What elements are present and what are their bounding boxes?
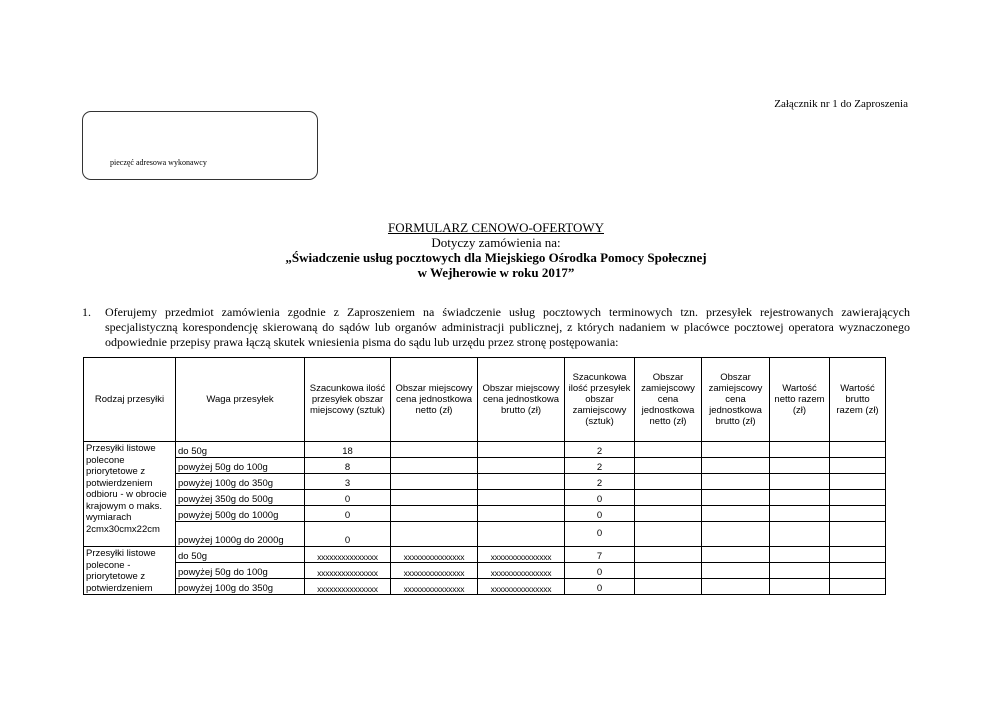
table-row — [84, 490, 886, 506]
price-cell[interactable] — [478, 490, 565, 506]
price-cell[interactable] — [478, 474, 565, 490]
price-cell[interactable] — [391, 522, 478, 547]
type-cell: Przesyłki listowe polecone - priorytetowe z potwierdzeniem — [84, 547, 176, 595]
table-header-row — [84, 358, 886, 442]
price-cell[interactable] — [478, 458, 565, 474]
header-cell: Szacunkowa ilość przesyłek obszar miejscowy (sztuk) — [305, 358, 391, 442]
header-cell: Rodzaj przesyłki — [84, 358, 176, 442]
form-subtitle: Dotyczy zamówienia na: — [431, 235, 561, 250]
price-cell[interactable] — [702, 522, 770, 547]
filler-cell: xxxxxxxxxxxxxxx — [478, 547, 565, 563]
table-row — [84, 579, 886, 595]
header-cell: Wartość brutto razem (zł) — [830, 358, 886, 442]
value-cell[interactable] — [770, 458, 830, 474]
price-cell[interactable] — [702, 442, 770, 458]
qty-remote-cell: 0 — [565, 563, 635, 579]
price-cell[interactable] — [478, 522, 565, 547]
price-cell[interactable] — [702, 547, 770, 563]
qty-local-cell: 3 — [305, 474, 391, 490]
weight-cell: powyżej 350g do 500g — [176, 490, 305, 506]
price-cell[interactable] — [635, 563, 702, 579]
qty-local-cell: 0 — [305, 506, 391, 522]
qty-remote-cell: 0 — [565, 522, 635, 547]
price-cell[interactable] — [635, 442, 702, 458]
value-cell[interactable] — [830, 579, 886, 595]
filler-cell: xxxxxxxxxxxxxxx — [305, 563, 391, 579]
table-row — [84, 563, 886, 579]
filler-cell: xxxxxxxxxxxxxxx — [305, 547, 391, 563]
qty-remote-cell: 2 — [565, 474, 635, 490]
price-cell[interactable] — [635, 522, 702, 547]
value-cell[interactable] — [770, 579, 830, 595]
stamp-label: pieczęć adresowa wykonawcy — [110, 158, 207, 167]
price-cell[interactable] — [702, 563, 770, 579]
filler-cell: xxxxxxxxxxxxxxx — [391, 579, 478, 595]
qty-remote-cell: 2 — [565, 458, 635, 474]
qty-local-cell: 18 — [305, 442, 391, 458]
table-row — [84, 522, 886, 547]
price-cell[interactable] — [391, 442, 478, 458]
paragraph-text: Oferujemy przedmiot zamówienia zgodnie z Zaproszeniem na świadczenie usług pocztowych terminowych tzn. przesyłek rejestrowanych zawierających specjalistyczną korespondencję skierowaną do sądów lub organów administracji publicznej, z których nadaniem w placówce pocztowej operatora wyznaczonego odpowiednie przepisy prawa łączą skutek wniesienia pisma do sądu lub urzędu przez stronę postępowania: — [105, 305, 910, 349]
value-cell[interactable] — [830, 547, 886, 563]
header-cell: Obszar miejscowy cena jednostkowa brutto (zł) — [478, 358, 565, 442]
weight-cell: powyżej 500g do 1000g — [176, 506, 305, 522]
weight-cell: powyżej 100g do 350g — [176, 579, 305, 595]
value-cell[interactable] — [830, 458, 886, 474]
header-cell: Waga przesyłek — [176, 358, 305, 442]
price-cell[interactable] — [391, 458, 478, 474]
price-cell[interactable] — [635, 579, 702, 595]
qty-local-cell: 0 — [305, 490, 391, 506]
price-cell[interactable] — [391, 474, 478, 490]
paragraph-number: 1. — [82, 305, 91, 319]
qty-remote-cell: 0 — [565, 490, 635, 506]
header-cell: Obszar zamiejscowy cena jednostkowa netto (zł) — [635, 358, 702, 442]
price-cell[interactable] — [635, 490, 702, 506]
weight-cell: powyżej 1000g do 2000g — [176, 522, 305, 547]
value-cell[interactable] — [770, 506, 830, 522]
price-table — [83, 357, 886, 595]
weight-cell: powyżej 50g do 100g — [176, 563, 305, 579]
value-cell[interactable] — [830, 522, 886, 547]
qty-remote-cell: 0 — [565, 579, 635, 595]
qty-remote-cell: 7 — [565, 547, 635, 563]
qty-local-cell: 0 — [305, 522, 391, 547]
price-cell[interactable] — [391, 490, 478, 506]
value-cell[interactable] — [830, 563, 886, 579]
value-cell[interactable] — [770, 490, 830, 506]
filler-cell: xxxxxxxxxxxxxxx — [478, 579, 565, 595]
price-cell[interactable] — [702, 474, 770, 490]
table-row — [84, 458, 886, 474]
filler-cell: xxxxxxxxxxxxxxx — [305, 579, 391, 595]
subject-line-1: „Świadczenie usług pocztowych dla Miejskiego Ośrodka Pomocy Społecznej — [285, 250, 707, 265]
weight-cell: powyżej 50g do 100g — [176, 458, 305, 474]
header-cell: Wartość netto razem (zł) — [770, 358, 830, 442]
header-cell: Szacunkowa ilość przesyłek obszar zamiejscowy (sztuk) — [565, 358, 635, 442]
table-row — [84, 474, 886, 490]
price-cell[interactable] — [478, 442, 565, 458]
price-cell[interactable] — [702, 506, 770, 522]
value-cell[interactable] — [830, 490, 886, 506]
price-cell[interactable] — [635, 458, 702, 474]
filler-cell: xxxxxxxxxxxxxxx — [478, 563, 565, 579]
stamp-box — [82, 111, 318, 180]
price-cell[interactable] — [702, 579, 770, 595]
value-cell[interactable] — [770, 563, 830, 579]
value-cell[interactable] — [770, 442, 830, 458]
form-title: FORMULARZ CENOWO-OFERTOWY — [387, 220, 604, 235]
value-cell[interactable] — [830, 474, 886, 490]
table-row — [84, 442, 886, 458]
price-cell[interactable] — [635, 547, 702, 563]
price-cell[interactable] — [702, 458, 770, 474]
qty-local-cell: 8 — [305, 458, 391, 474]
price-cell[interactable] — [635, 506, 702, 522]
price-cell[interactable] — [478, 506, 565, 522]
weight-cell: do 50g — [176, 442, 305, 458]
value-cell[interactable] — [770, 474, 830, 490]
table-row — [84, 506, 886, 522]
title-block — [0, 220, 992, 280]
offer-paragraph — [82, 305, 910, 350]
header-cell: Obszar miejscowy cena jednostkowa netto (zł) — [391, 358, 478, 442]
filler-cell: xxxxxxxxxxxxxxx — [391, 547, 478, 563]
type-cell: Przesyłki listowe polecone priorytetowe z potwierdzeniem odbioru - w obrocie krajowym o maks. wymiarach 2cmx30cmx22cm — [84, 442, 176, 547]
subject-line-2: w Wejherowie w roku 2017” — [417, 265, 575, 280]
filler-cell: xxxxxxxxxxxxxxx — [391, 563, 478, 579]
value-cell[interactable] — [830, 506, 886, 522]
weight-cell: do 50g — [176, 547, 305, 563]
qty-remote-cell: 2 — [565, 442, 635, 458]
table-row — [84, 547, 886, 563]
value-cell[interactable] — [770, 547, 830, 563]
value-cell[interactable] — [830, 442, 886, 458]
weight-cell: powyżej 100g do 350g — [176, 474, 305, 490]
header-cell: Obszar zamiejscowy cena jednostkowa brutto (zł) — [702, 358, 770, 442]
price-cell[interactable] — [391, 506, 478, 522]
price-cell[interactable] — [702, 490, 770, 506]
qty-remote-cell: 0 — [565, 506, 635, 522]
value-cell[interactable] — [770, 522, 830, 547]
annex-label: Załącznik nr 1 do Zaproszenia — [774, 98, 908, 110]
price-cell[interactable] — [635, 474, 702, 490]
